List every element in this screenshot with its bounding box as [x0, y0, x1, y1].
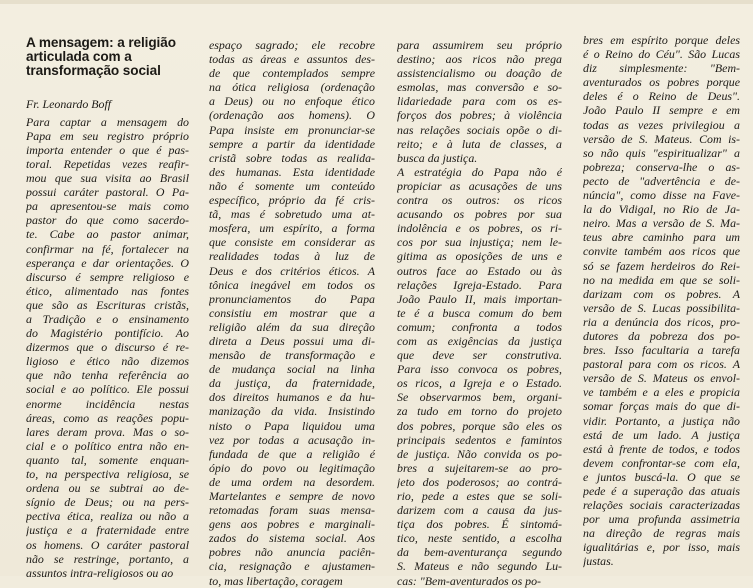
text-line: que deve ser construtiva.	[397, 348, 562, 363]
text-line: e juntos buscá-la. O que se	[583, 469, 740, 484]
text-line: mosfera, um espírito, a forma	[209, 221, 375, 236]
text-line: por uma profunda assimetria	[583, 512, 740, 527]
text-line: outros face ao Estado ou às	[397, 263, 562, 278]
text-line: está de um lado. A justiça	[583, 427, 740, 442]
text-line: lares deram prova. Mas o so-	[26, 424, 189, 439]
text-line: teus abre caminho para um	[583, 230, 740, 245]
text-line: gitima as oposições de uns e	[397, 249, 562, 264]
text-line: versão de S. Mateus os envol-	[583, 371, 740, 386]
text-line: pobres não anuncia paciên-	[209, 545, 375, 560]
article-author: Fr. Leonardo Boff	[26, 96, 112, 111]
text-line: quanto tal, somente enquan-	[26, 452, 189, 467]
text-line: de mudança social na linha	[209, 362, 375, 377]
text-line: a Deus) ou no enfoque ético	[209, 94, 375, 109]
text-line: que não tenha referência ao	[26, 368, 189, 383]
text-line: social e ao político. Ele possui	[26, 382, 189, 397]
text-line: da justiça, da fraternidade,	[209, 376, 375, 391]
text-line: dutores da pobreza dos po-	[583, 328, 740, 343]
text-line: de uma ordem na desordem.	[209, 474, 375, 489]
text-line: consistiu em mostrar que a	[209, 305, 375, 320]
text-line: para assumirem seu próprio	[397, 38, 562, 52]
column-4-body	[583, 33, 740, 569]
text-line: reito; e à luta de classes, a	[397, 136, 562, 151]
text-line: destino; aos ricos não prega	[397, 52, 562, 67]
text-line: importa entender o que é pas-	[26, 142, 189, 157]
text-line: pa apresentou-se mais como	[26, 199, 189, 214]
text-line: tônica inegável em todos os	[209, 277, 375, 292]
text-line: somar forças mais do que di-	[583, 399, 740, 414]
text-line: rio, pede a estes que se soli-	[397, 489, 562, 503]
text-line: zados do sistema social. Aos	[209, 531, 375, 546]
text-line: na direção de regras mais	[583, 526, 740, 541]
text-line: pastor do que como sacerdo-	[26, 213, 189, 228]
text-line: dizermos que o discurso é re-	[26, 340, 189, 355]
text-line: todas as vezes privilegiou a	[583, 117, 740, 132]
text-line: deles é o Reino de Deus".	[583, 89, 740, 104]
text-line: ve também e a eles e propicia	[583, 385, 740, 400]
text-line: justiça e a fraternidade entre	[26, 523, 189, 538]
text-line: des humanas. Esta identidade	[209, 164, 375, 179]
text-line: busca da justiça.	[397, 150, 478, 165]
text-line: pecto de "advertência e de-	[583, 173, 740, 188]
text-line: realidades todas à luz de	[209, 249, 375, 264]
text-line: Se observarmos bem, organi-	[397, 390, 562, 405]
text-line: sígnio de Deus; ou na pers-	[26, 495, 189, 510]
text-line: indolência e os pobres, os ri-	[397, 221, 562, 236]
text-line: discurso é sempre religioso e	[26, 269, 189, 284]
text-line: forços dos pobres; à violência	[397, 108, 562, 123]
text-line: é o Reino do Céu". São Lucas	[583, 47, 740, 62]
text-line: pobreza; conserva-lhe o as-	[583, 159, 740, 174]
text-line: possui caráter pastoral. O Pa-	[26, 185, 189, 200]
text-line: retomadas foram suas mensa-	[209, 503, 375, 518]
text-line: relações sociais caracterizadas	[583, 498, 740, 513]
text-line: não é somente um conteúdo	[209, 178, 375, 193]
text-line: to, na perspectiva religiosa, se	[26, 467, 189, 482]
text-line: específico, próprio da fé cris-	[209, 193, 375, 208]
text-line: pectiva ética, realiza ou não a	[26, 509, 189, 524]
text-line: darizem com a causa da jus-	[397, 503, 562, 518]
text-line: justas.	[583, 554, 614, 569]
text-line: áreas, como as reações popu-	[26, 410, 189, 425]
text-line: tico, neste sentido, a escolha	[397, 531, 562, 546]
article-title	[26, 36, 189, 79]
text-line: confirmar na fé, fortalecer na	[26, 241, 189, 256]
column-4	[583, 33, 740, 569]
text-line: la do Vidigal, no Rio de Ja-	[583, 202, 740, 217]
text-line: Papa em seu registro próprio	[26, 128, 189, 143]
text-line: A estratégia do Papa não é	[397, 164, 562, 179]
text-line: está à frente de todos, e todos	[583, 441, 740, 456]
text-line: na ótica religiosa (ordenação	[209, 80, 375, 95]
text-line: Deus e dos critérios éticos. A	[209, 263, 375, 278]
text-line: fundada de que a religião é	[209, 446, 375, 461]
text-line: ria a denúncia dos ricos, pro-	[583, 314, 740, 329]
text-line: assistencialismo ou doação de	[397, 66, 562, 81]
column-3-body	[397, 38, 562, 588]
text-line: pastoral para com os ricos. A	[583, 357, 740, 372]
text-line: religião além da sua direção	[209, 319, 375, 334]
text-line: bres. Isso facultaria a tarefa	[583, 343, 740, 358]
text-line: jeto dos poderosos; ao contrá-	[397, 474, 562, 489]
text-line: darizam com os pobres. A	[583, 286, 740, 301]
column-2	[209, 38, 375, 588]
text-line: nisto o Papa liquidou uma	[209, 418, 375, 433]
text-line: todas as áreas e assuntos des-	[209, 52, 375, 67]
text-line: vidir. Portanto, a justiça não	[583, 413, 740, 428]
text-line: te é a busca comum do bem	[397, 305, 562, 320]
text-line: do Magistério pontifício. Ao	[26, 326, 189, 341]
text-line: cristã sobre todas as realida-	[209, 150, 375, 165]
text-line: cos por sua injustiça; nem le-	[397, 235, 562, 250]
text-line: enorme incidência nestas	[26, 396, 189, 411]
text-line: convite também aos ricos que	[583, 244, 740, 259]
text-line: os ricos, a Igreja e o Estado.	[397, 376, 562, 391]
text-line: to, mas libertação, coragem	[209, 573, 343, 588]
text-line: Papa insiste em pronunciar-se	[209, 122, 375, 137]
text-line: mensão de transformação e	[209, 348, 375, 363]
text-line: Para isso convoca os pobres,	[397, 362, 562, 377]
text-line: igualitárias e, por isso, mais	[583, 540, 740, 555]
text-line: da bem-aventurança segundo	[397, 545, 562, 560]
text-line: João Paulo II, mais importan-	[397, 291, 562, 306]
text-line: sempre a partir da identidade	[209, 136, 375, 151]
text-line: acusando os pobres por sua	[397, 207, 562, 222]
text-line: mou que sua visita ao Brasil	[26, 171, 189, 186]
text-line: espaço sagrado; ele recobre	[209, 38, 375, 52]
title-line: articulada com a	[26, 49, 132, 65]
text-line: te. Cabe ao pastor animar,	[26, 227, 189, 242]
text-line: bres a sujeitarem-se ao pro-	[397, 460, 562, 475]
text-line: gens aos pobres e marginali-	[209, 517, 375, 532]
text-line: de que contemplados sempre	[209, 66, 375, 81]
text-line: ordena ou se subtrai ao de-	[26, 481, 189, 496]
text-line: com as exigências da justiça	[397, 333, 562, 348]
text-line: lidariedade para com os es-	[397, 94, 562, 109]
title-line: A mensagem: a religião	[26, 35, 176, 50]
column-3	[397, 38, 562, 588]
text-line: relações Igreja-Estado. Para	[397, 277, 562, 292]
text-line: João Paulo II sempre e em	[583, 103, 740, 118]
text-line: que consiste em considerar as	[209, 235, 375, 250]
text-line: núncia", como disse na Fave-	[583, 188, 740, 203]
text-line: propiciar as acusações de uns	[397, 178, 562, 193]
text-line: tiça dos pobres. É sintomá-	[397, 517, 562, 532]
text-line: a Tradição e o ensinamento	[26, 312, 189, 327]
text-line: dos direitos humanos e da hu-	[209, 390, 375, 405]
text-line: só se fazem herdeiros do Rei-	[583, 258, 740, 273]
text-line: ético, alimentado nas fontes	[26, 283, 189, 298]
page-top-edge	[0, 0, 753, 4]
text-line: vez por todas a acusação in-	[209, 432, 375, 447]
text-line: nas relações sociais opõe o di-	[397, 122, 562, 137]
text-line: de justiça. Não convida os po-	[397, 446, 562, 461]
text-line: ligioso e ético não dizemos	[26, 354, 189, 369]
text-line: no na medida em que se soli-	[583, 272, 740, 287]
text-line: pede é a superação das atuais	[583, 484, 740, 498]
text-line: za tudo em torno do projeto	[397, 404, 562, 419]
text-line: diz simplesmente: "Bem-	[583, 61, 740, 76]
text-line: S. Mateus e não segundo Lu-	[397, 559, 562, 574]
text-line: não se restringe, portanto, a	[26, 551, 189, 566]
text-line: toral. Repetidas vezes reafir-	[26, 156, 189, 171]
text-line: os homens. O caráter pastoral	[26, 537, 189, 552]
column-2-body	[209, 38, 375, 588]
text-line: cia, resignação e ajustamen-	[209, 559, 375, 574]
column-1	[26, 30, 189, 580]
text-line: comum; confronta a todos	[397, 319, 562, 334]
text-line: devem confrontar-se com ela,	[583, 455, 740, 470]
text-line: cas: "Bem-aventurados os po-	[397, 573, 542, 588]
text-line: dos pobres, porque são eles os	[397, 418, 562, 433]
text-line: assuntos intra-religiosos ou ao	[26, 565, 174, 580]
text-line: (ordenação aos homens). O	[209, 108, 375, 123]
text-line: Para captar a mensagem do	[26, 114, 189, 129]
text-line: manização da vida. Insistindo	[209, 404, 375, 419]
title-line: transformação social	[26, 63, 161, 79]
text-line: neiro. Mas a versão de S. Ma-	[583, 216, 740, 231]
text-line: direta a Deus possui uma di-	[209, 333, 375, 348]
text-line: ópio do povo ou legitimação	[209, 460, 375, 475]
text-line: contra os outros: os ricos	[397, 193, 562, 208]
text-line: bres em espírito porque deles	[583, 33, 740, 47]
text-line: cial e o político entra não en-	[26, 438, 189, 453]
text-line: versão de S. Mateus. Com is-	[583, 131, 740, 146]
text-line: esmolas, mas conversão e so-	[397, 80, 562, 95]
text-line: aventurados os pobres porque	[583, 75, 740, 90]
text-line: Martelantes e sempre de novo	[209, 489, 375, 503]
text-line: so não quis "espiritualizar" a	[583, 145, 740, 160]
text-line: principais sedentos e famintos	[397, 432, 562, 447]
column-1-body	[26, 115, 189, 580]
text-line: que são as Escrituras cristãs,	[26, 297, 189, 312]
text-line: tã, mas é sobretudo uma at-	[209, 207, 375, 222]
text-line: esperança e dar orientações. O	[26, 255, 189, 270]
text-line: pronunciamentos do Papa	[209, 291, 375, 306]
text-line: versão de S. Lucas possibilita-	[583, 300, 740, 315]
